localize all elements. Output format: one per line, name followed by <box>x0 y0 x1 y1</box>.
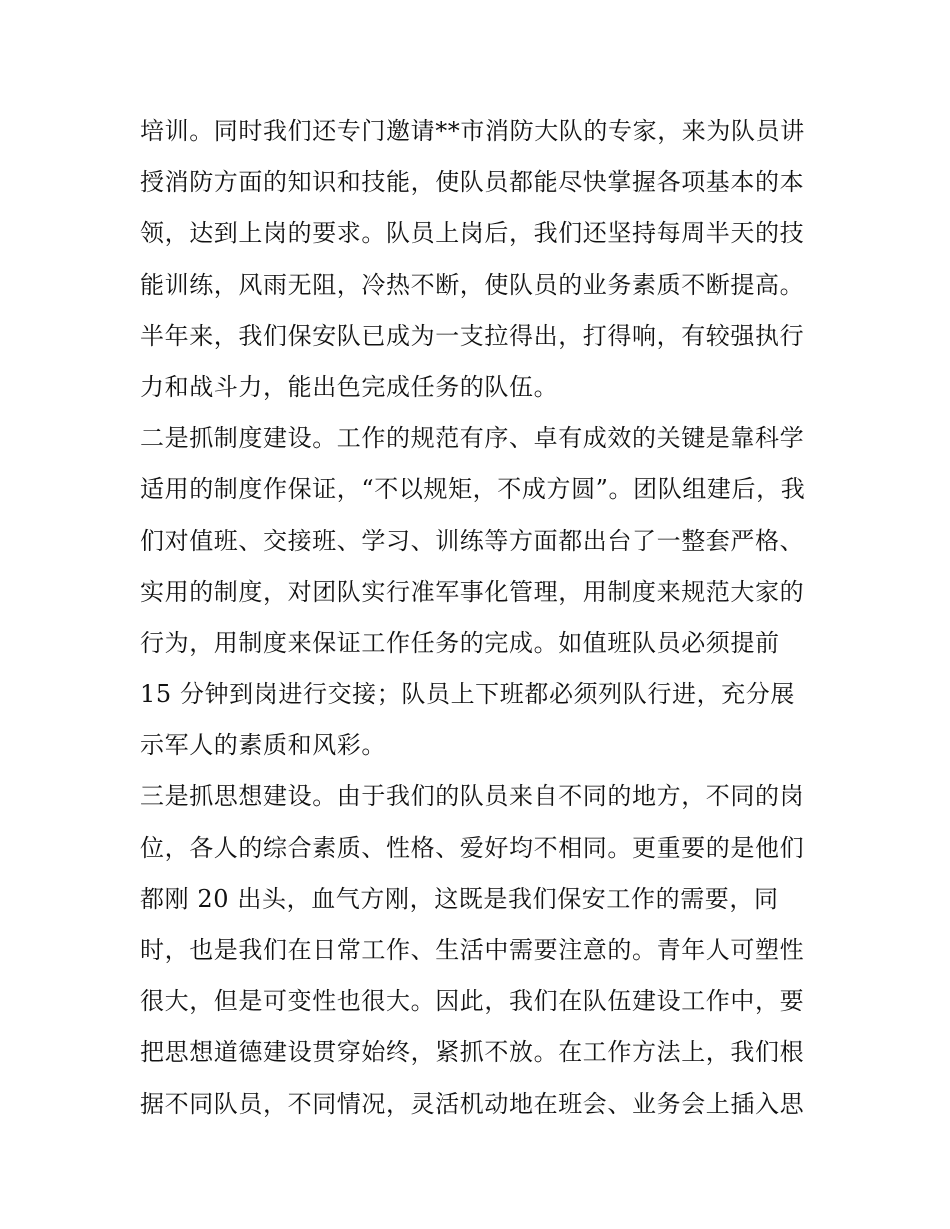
text-line: 位，各人的综合素质、性格、爱好均不相同。更重要的是他们 <box>140 833 805 862</box>
text-line: 适用的制度作保证，“不以规矩，不成方圆”。团队组建后，我 <box>140 475 806 504</box>
text-line: 半年来，我们保安队已成为一支拉得出，打得响，有较强执行 <box>140 321 805 350</box>
text-line: 都刚 20 出头，血气方刚，这既是我们保安工作的需要，同 <box>140 884 779 913</box>
text-line: 三是抓思想建设。由于我们的队员来自不同的地方，不同的岗 <box>140 782 805 811</box>
text-line: 二是抓制度建设。工作的规范有序、卓有成效的关键是靠科学 <box>140 424 805 453</box>
text-line: 实用的制度，对团队实行准军事化管理，用制度来规范大家的 <box>140 577 805 606</box>
text-line: 把思想道德建设贯穿始终，紧抓不放。在工作方法上，我们根 <box>140 1038 805 1067</box>
text-line: 很大，但是可变性也很大。因此，我们在队伍建设工作中，要 <box>140 987 805 1016</box>
text-line: 们对值班、交接班、学习、训练等方面都出台了一整套严格、 <box>140 526 805 555</box>
text-line: 15 分钟到岗进行交接；队员上下班都必须列队行进，充分展 <box>140 680 795 709</box>
text-line: 据不同队员，不同情况，灵活机动地在班会、业务会上插入思 <box>140 1089 805 1118</box>
text-line: 行为，用制度来保证工作任务的完成。如值班队员必须提前 <box>140 628 780 657</box>
text-line: 力和战斗力，能出色完成任务的队伍。 <box>140 372 559 401</box>
body-text <box>140 106 830 1130</box>
text-line: 领，达到上岗的要求。队员上岗后，我们还坚持每周半天的技 <box>140 219 805 248</box>
text-line: 示军人的素质和风彩。 <box>140 731 386 760</box>
text-line: 授消防方面的知识和技能，使队员都能尽快掌握各项基本的本 <box>140 168 805 197</box>
text-line: 时，也是我们在日常工作、生活中需要注意的。青年人可塑性 <box>140 936 805 964</box>
text-line: 培训。同时我们还专门邀请**市消防大队的专家，来为队员讲 <box>140 117 805 145</box>
text-line: 能训练，风雨无阻，冷热不断，使队员的业务素质不断提高。 <box>140 270 805 299</box>
